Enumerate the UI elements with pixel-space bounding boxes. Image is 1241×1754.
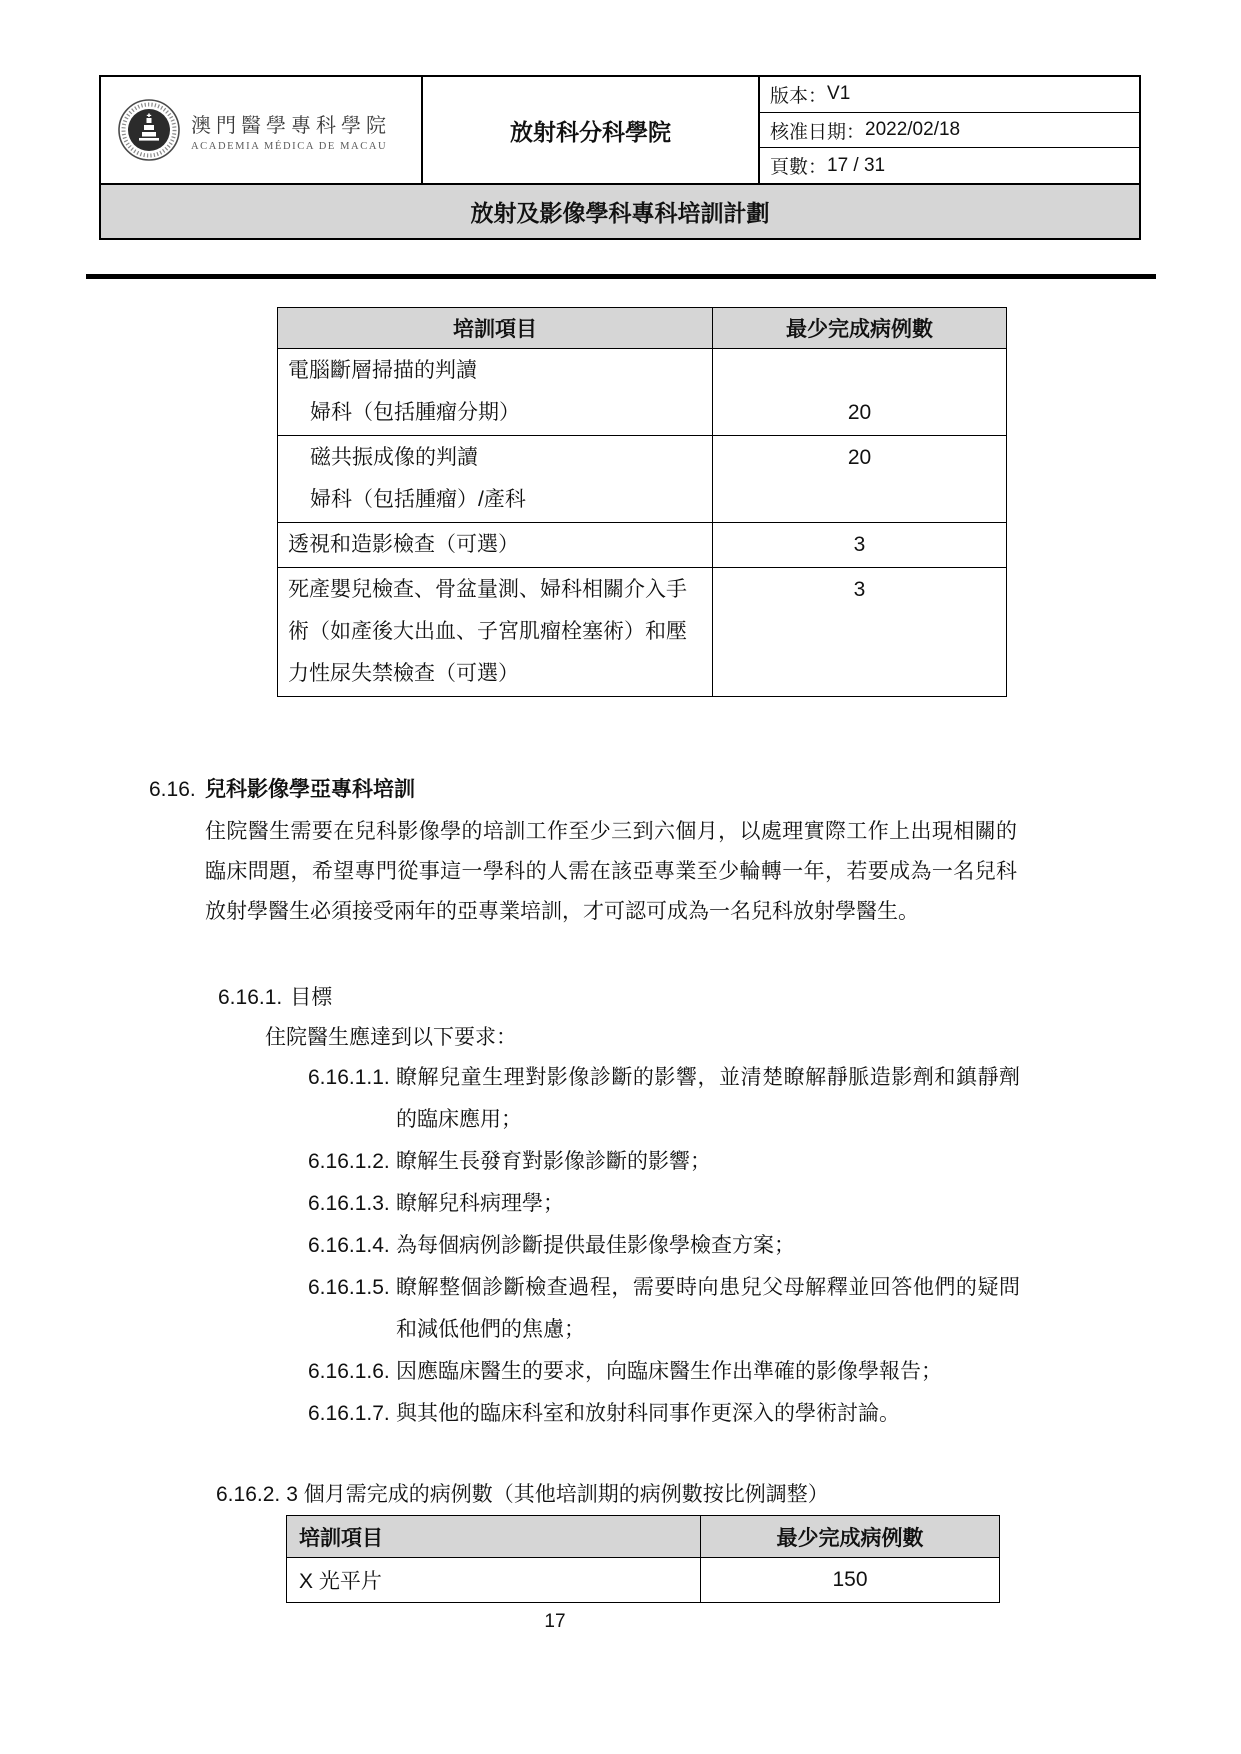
cases-title: 3 個月需完成的病例數（其他培訓期的病例數按比例調整） (286, 1483, 829, 1506)
training-item-line: 死產嬰兒檢查、骨盆量測、婦科相關介入手 (288, 578, 687, 601)
academy-seal-icon (117, 98, 181, 162)
training-item-cell (278, 436, 713, 522)
objective-text: 瞭解兒童生理對影像診斷的影響，並清楚瞭解靜脈造影劑和鎮靜劑的臨床應用； (396, 1066, 1020, 1131)
training-item-header: 培訓項目 (278, 308, 713, 348)
case-count-cell: 150 (832, 1568, 868, 1591)
case-count-cell (713, 436, 1006, 522)
objective-item (308, 1183, 1020, 1225)
objective-item (308, 1225, 1020, 1267)
version-label: 版本： (770, 85, 828, 107)
training-item-line: 透視和造影檢查（可選） (288, 533, 519, 556)
version-value: V1 (827, 83, 851, 105)
document-info-cell (760, 77, 1139, 183)
objective-item (308, 1351, 1020, 1393)
training-item-cell (278, 349, 713, 435)
training-item-line: 術（如產後大出血、子宮肌瘤栓塞術）和壓 (288, 620, 687, 643)
section-title: 兒科影像學亞專科培訓 (205, 778, 415, 801)
gyn-cases-table (277, 307, 1007, 697)
table-row (278, 568, 1006, 696)
version-row (760, 77, 1139, 113)
training-item-cell (278, 568, 713, 696)
training-item-line: 婦科（包括腫瘤）/產科 (310, 488, 526, 511)
case-count-value: 3 (853, 578, 866, 601)
objective-number: 6.16.1.6. (308, 1360, 390, 1383)
objective-text: 與其他的臨床科室和放射科同事作更深入的學術討論。 (396, 1402, 900, 1425)
objective-item (308, 1267, 1020, 1351)
section-divider-rule (86, 274, 1156, 279)
peds-cases-table (286, 1515, 1000, 1603)
page-number: 17 (544, 1611, 566, 1632)
objective-text: 瞭解整個診斷檢查過程，需要時向患兒父母解釋並回答他們的疑問和減低他們的焦慮； (396, 1276, 1020, 1341)
approval-date-row (760, 113, 1139, 149)
objective-item (308, 1057, 1020, 1141)
objective-text: 瞭解生長發育對影像診斷的影響； (396, 1150, 711, 1173)
objective-number: 6.16.1.5. (308, 1276, 390, 1299)
objectives-intro: 住院醫生應達到以下要求： (265, 1026, 517, 1049)
objectives-heading (218, 977, 332, 1019)
objective-text: 因應臨床醫生的要求，向臨床醫生作出準確的影像學報告； (396, 1360, 942, 1383)
table-row (278, 349, 1006, 436)
section-heading (149, 769, 415, 811)
objective-number: 6.16.1.4. (308, 1234, 390, 1257)
peds-cases-table-header (287, 1516, 999, 1558)
training-item-line: 婦科（包括腫瘤分期） (310, 401, 520, 424)
case-count-value: 20 (847, 401, 872, 424)
objective-number: 6.16.1.7. (308, 1402, 390, 1425)
case-count-cell (713, 568, 1006, 696)
gyn-cases-table-header (278, 308, 1006, 349)
training-item-line: 磁共振成像的判讀 (310, 446, 478, 469)
approval-date-value: 2022/02/18 (865, 119, 961, 140)
case-count-value: 3 (853, 533, 866, 556)
cases-heading (216, 1474, 829, 1516)
training-item-line: 力性尿失禁檢查（可選） (288, 662, 519, 685)
objective-number: 6.16.1.2. (308, 1150, 390, 1173)
college-title: 放射科分科學院 (510, 118, 671, 145)
objective-text: 為每個病例診斷提供最佳影像學檢查方案； (396, 1234, 795, 1257)
training-item-cell: X 光平片 (287, 1558, 701, 1602)
objective-number: 6.16.1.3. (308, 1192, 390, 1215)
table-row (287, 1558, 999, 1602)
objective-item (308, 1141, 1020, 1183)
logo-text (191, 109, 391, 152)
approval-date-label: 核准日期： (770, 121, 866, 143)
training-item-line: 電腦斷層掃描的判讀 (288, 359, 477, 382)
logo-name-latin: ACADEMIA MÉDICA DE MACAU (191, 140, 388, 152)
min-cases-header: 最少完成病例數 (776, 1526, 924, 1550)
gyn-cases-table-body (278, 349, 1006, 696)
cases-number: 6.16.2. (216, 1483, 281, 1506)
document-header (99, 75, 1141, 185)
page-count-value: 17 / 31 (827, 154, 886, 176)
objective-item (308, 1393, 1020, 1435)
logo-name-chinese: 澳門醫學專科學院 (191, 114, 391, 137)
college-title-cell (423, 77, 760, 183)
page-count-label: 頁數： (770, 157, 828, 179)
min-cases-header: 最少完成病例數 (786, 318, 933, 341)
table-row (278, 436, 1006, 523)
program-title-banner: 放射及影像學科專科培訓計劃 (99, 185, 1141, 240)
page-count-row (760, 148, 1139, 183)
objectives-title: 目標 (290, 986, 333, 1009)
case-count-value: 20 (847, 446, 872, 469)
objectives-number: 6.16.1. (218, 986, 283, 1009)
section-paragraph: 住院醫生需要在兒科影像學的培訓工作至少三到六個月，以處理實際工作上出現相關的臨床問題，希望專門從事這一學科的人需在該亞專業至少輪轉一年，若要成為一名兒科放射學醫生必須接受兩年的亞專業培訓，才可認可成為一名兒科放射學醫生。 (205, 820, 1017, 923)
peds-cases-table-body (287, 1558, 999, 1602)
training-item-header: 培訓項目 (287, 1516, 701, 1557)
objective-number: 6.16.1.1. (308, 1066, 390, 1089)
training-item-cell (278, 523, 713, 567)
objectives-list (308, 1057, 1020, 1435)
section-number: 6.16. (149, 778, 196, 801)
case-count-cell (713, 349, 1006, 435)
objective-text: 瞭解兒科病理學； (396, 1192, 564, 1215)
table-row (278, 523, 1006, 568)
case-count-cell (713, 523, 1006, 567)
logo-cell (101, 77, 423, 183)
